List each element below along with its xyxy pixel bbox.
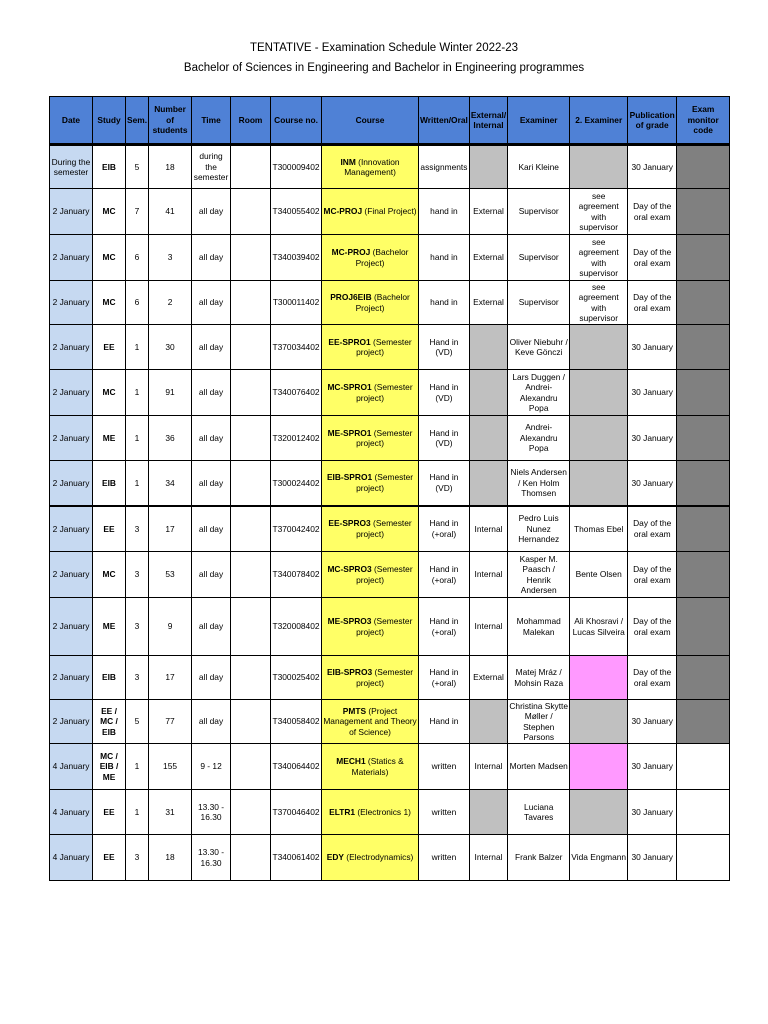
cell-study: ME (93, 416, 126, 461)
cell-time: all day (192, 552, 231, 598)
cell-examiner: Oliver Niebuhr / Keve Gönczi (508, 325, 570, 370)
cell-course-no: T340055402 (271, 189, 322, 235)
table-row (50, 235, 730, 281)
cell-course-no: T340058402 (271, 700, 322, 744)
cell-time: all day (192, 189, 231, 235)
cell-written-oral: Hand in (VD) (419, 461, 470, 506)
cell-date: 4 January (50, 790, 93, 835)
cell-sem: 1 (126, 790, 149, 835)
cell-sem: 3 (126, 552, 149, 598)
cell-time: all day (192, 416, 231, 461)
cell-course (322, 656, 419, 700)
cell-course-no: T300011402 (271, 281, 322, 325)
cell-second-examiner: see agreement with supervisor (570, 281, 628, 325)
cell-second-examiner (570, 325, 628, 370)
course-code: EIB-SPRO1 (326, 472, 373, 483)
document-title: TENTATIVE - Examination Schedule Winter 2022-23 (249, 42, 519, 54)
cell-students: 53 (149, 552, 192, 598)
cell-written-oral: hand in (419, 235, 470, 281)
cell-room (231, 835, 271, 881)
cell-second-examiner: Thomas Ebel (570, 506, 628, 552)
cell-students: 17 (149, 506, 192, 552)
cell-written-oral: Hand in (VD) (419, 325, 470, 370)
cell-course (322, 325, 419, 370)
cell-course (322, 506, 419, 552)
cell-date: 2 January (50, 598, 93, 656)
cell-external-internal: Internal (469, 598, 507, 656)
cell-course-no: T300024402 (271, 461, 322, 506)
table-row (50, 189, 730, 235)
cell-course (322, 744, 419, 790)
cell-examiner: Mohammad Malekan (508, 598, 570, 656)
cell-second-examiner (570, 370, 628, 416)
course-code: ME-SPRO3 (327, 616, 372, 626)
cell-students: 9 (149, 598, 192, 656)
cell-external-internal: Internal (469, 552, 507, 598)
document-subtitle: Bachelor of Sciences in Engineering and Bachelor in Engineering programmes (183, 62, 585, 74)
cell-students: 17 (149, 656, 192, 700)
cell-study: MC (93, 235, 126, 281)
header-second-examiner: 2. Examiner (570, 97, 628, 145)
table-row (50, 790, 730, 835)
cell-publication: Day of the oral exam (628, 598, 677, 656)
course-code: MC-SPRO1 (327, 382, 372, 392)
header-monitor: Exam monitor code (677, 97, 730, 145)
course-code: ELTR1 (329, 806, 356, 817)
cell-time: during the semester (192, 145, 231, 189)
cell-examiner: Morten Madsen (508, 744, 570, 790)
cell-publication: Day of the oral exam (628, 506, 677, 552)
cell-sem: 1 (126, 461, 149, 506)
cell-study: MC (93, 189, 126, 235)
cell-monitor (677, 370, 730, 416)
cell-second-examiner (570, 700, 628, 744)
cell-time: all day (192, 656, 231, 700)
cell-course-no: T300009402 (271, 145, 322, 189)
header-examiner: Examiner (508, 97, 570, 145)
cell-monitor (677, 835, 730, 881)
cell-written-oral: assignments (419, 145, 470, 189)
cell-sem: 1 (126, 325, 149, 370)
course-code: MECH1 (336, 756, 366, 766)
cell-external-internal: Internal (469, 506, 507, 552)
course-name: (Semester project) (356, 336, 412, 357)
cell-written-oral: written (419, 790, 470, 835)
cell-course-no: T370034402 (271, 325, 322, 370)
course-name: (Semester project) (356, 472, 414, 493)
cell-students: 91 (149, 370, 192, 416)
cell-time: all day (192, 235, 231, 281)
cell-students: 31 (149, 790, 192, 835)
course-code: EE-SPRO1 (328, 336, 371, 347)
course-name: (Final Project) (362, 206, 417, 217)
cell-second-examiner (570, 744, 628, 790)
document-header (0, 38, 768, 78)
cell-monitor (677, 325, 730, 370)
cell-sem: 5 (126, 145, 149, 189)
cell-second-examiner: see agreement with supervisor (570, 189, 628, 235)
cell-course-no: T370046402 (271, 790, 322, 835)
table-row (50, 656, 730, 700)
cell-publication: 30 January (628, 461, 677, 506)
header-publication: Publication of grade (628, 97, 677, 145)
cell-written-oral: hand in (419, 281, 470, 325)
header-date: Date (50, 97, 93, 145)
cell-second-examiner (570, 145, 628, 189)
cell-time: all day (192, 461, 231, 506)
cell-written-oral: Hand in (419, 700, 470, 744)
cell-external-internal (469, 370, 507, 416)
cell-study: MC (93, 281, 126, 325)
cell-time: all day (192, 325, 231, 370)
cell-second-examiner: see agreement with supervisor (570, 235, 628, 281)
table-row (50, 506, 730, 552)
cell-sem: 5 (126, 700, 149, 744)
cell-publication: 30 January (628, 145, 677, 189)
table-row (50, 370, 730, 416)
cell-sem: 6 (126, 281, 149, 325)
table-row (50, 325, 730, 370)
cell-written-oral: Hand in (+oral) (419, 506, 470, 552)
cell-monitor (677, 656, 730, 700)
cell-sem: 1 (126, 416, 149, 461)
cell-publication: Day of the oral exam (628, 281, 677, 325)
header-study: Study (93, 97, 126, 145)
cell-time: all day (192, 370, 231, 416)
course-name: (Semester project) (356, 382, 413, 403)
cell-examiner: Frank Balzer (508, 835, 570, 881)
cell-written-oral: hand in (419, 189, 470, 235)
exam-schedule-table (49, 96, 730, 881)
table-row (50, 552, 730, 598)
cell-external-internal (469, 461, 507, 506)
cell-date: 2 January (50, 506, 93, 552)
course-code: PROJ6EIB (330, 292, 372, 302)
cell-second-examiner (570, 790, 628, 835)
cell-room (231, 506, 271, 552)
cell-room (231, 744, 271, 790)
cell-publication: Day of the oral exam (628, 552, 677, 598)
cell-study: EIB (93, 461, 126, 506)
cell-publication: Day of the oral exam (628, 656, 677, 700)
cell-sem: 3 (126, 835, 149, 881)
cell-monitor (677, 552, 730, 598)
course-code: ME-SPRO1 (327, 427, 372, 438)
cell-students: 3 (149, 235, 192, 281)
cell-monitor (677, 506, 730, 552)
cell-monitor (677, 145, 730, 189)
cell-publication: 30 January (628, 370, 677, 416)
cell-monitor (677, 281, 730, 325)
header-written-oral: Written/Oral (419, 97, 470, 145)
course-name: (Bachelor Project) (355, 292, 410, 313)
cell-time: all day (192, 281, 231, 325)
cell-publication: 30 January (628, 700, 677, 744)
cell-room (231, 700, 271, 744)
course-code: EE-SPRO3 (328, 518, 371, 529)
cell-students: 155 (149, 744, 192, 790)
cell-written-oral: Hand in (VD) (419, 370, 470, 416)
course-name: (Bachelor Project) (355, 247, 409, 268)
cell-second-examiner: Bente Olsen (570, 552, 628, 598)
cell-time: 9 - 12 (192, 744, 231, 790)
cell-external-internal (469, 325, 507, 370)
cell-room (231, 416, 271, 461)
cell-course (322, 598, 419, 656)
course-code: INM (340, 156, 356, 167)
cell-external-internal: External (469, 189, 507, 235)
cell-sem: 1 (126, 744, 149, 790)
course-name: (Semester project) (356, 667, 414, 688)
cell-date: 4 January (50, 744, 93, 790)
cell-date: 2 January (50, 189, 93, 235)
cell-room (231, 370, 271, 416)
cell-sem: 7 (126, 189, 149, 235)
cell-study: EIB (93, 656, 126, 700)
cell-date: 4 January (50, 835, 93, 881)
cell-study: EE (93, 835, 126, 881)
cell-room (231, 598, 271, 656)
cell-study: MC (93, 552, 126, 598)
cell-study: EE (93, 506, 126, 552)
cell-second-examiner (570, 656, 628, 700)
cell-course-no: T300025402 (271, 656, 322, 700)
cell-written-oral: written (419, 744, 470, 790)
cell-written-oral: written (419, 835, 470, 881)
table-row (50, 281, 730, 325)
cell-course (322, 790, 419, 835)
table-row (50, 598, 730, 656)
cell-course (322, 235, 419, 281)
cell-course-no: T320008402 (271, 598, 322, 656)
cell-monitor (677, 235, 730, 281)
cell-second-examiner (570, 416, 628, 461)
cell-external-internal: External (469, 235, 507, 281)
cell-time: all day (192, 506, 231, 552)
cell-date: 2 January (50, 552, 93, 598)
cell-examiner: Christina Skytte Møller / Stephen Parsons (509, 700, 569, 742)
cell-examiner: Supervisor (508, 281, 570, 325)
cell-monitor (677, 189, 730, 235)
cell-publication: Day of the oral exam (628, 235, 677, 281)
cell-study: EE (93, 325, 126, 370)
table-row (50, 744, 730, 790)
cell-external-internal: External (469, 656, 507, 700)
cell-room (231, 552, 271, 598)
cell-publication: 30 January (628, 835, 677, 881)
cell-written-oral: Hand in (VD) (419, 416, 470, 461)
cell-sem: 3 (126, 506, 149, 552)
cell-time: 13.30 - 16.30 (192, 790, 231, 835)
cell-students: 34 (149, 461, 192, 506)
cell-room (231, 656, 271, 700)
cell-external-internal (469, 790, 507, 835)
cell-publication: 30 January (628, 790, 677, 835)
cell-examiner: Kasper M. Paasch / Henrik Andersen (508, 552, 570, 598)
course-name: (Innovation Management) (344, 156, 400, 177)
cell-date: 2 January (50, 370, 93, 416)
cell-time: 13.30 - 16.30 (192, 835, 231, 881)
cell-course (322, 552, 419, 598)
cell-monitor (677, 461, 730, 506)
course-code: MC-SPRO3 (327, 564, 372, 574)
cell-monitor (677, 744, 730, 790)
cell-date: 2 January (50, 461, 93, 506)
course-code: MC-PROJ (323, 206, 363, 217)
cell-course (322, 370, 419, 416)
cell-second-examiner: Vida Engmann (570, 835, 628, 881)
cell-course-no: T340061402 (271, 835, 322, 881)
cell-students: 77 (149, 700, 192, 744)
cell-sem: 3 (126, 598, 149, 656)
cell-room (231, 790, 271, 835)
cell-course (322, 281, 419, 325)
cell-room (231, 461, 271, 506)
table-row (50, 835, 730, 881)
cell-external-internal (469, 145, 507, 189)
course-name: (Semester project) (356, 564, 413, 585)
cell-external-internal: External (469, 281, 507, 325)
cell-publication: 30 January (628, 744, 677, 790)
cell-students: 18 (149, 835, 192, 881)
course-name: (Semester project) (356, 427, 413, 448)
cell-date: 2 January (50, 700, 93, 744)
cell-publication: Day of the oral exam (628, 189, 677, 235)
header-room: Room (231, 97, 271, 145)
cell-examiner: Supervisor (508, 235, 570, 281)
cell-examiner: Niels Andersen / Ken Holm Thomsen (508, 461, 570, 506)
cell-course (322, 145, 419, 189)
cell-room (231, 189, 271, 235)
course-code: EIB-SPRO3 (326, 667, 373, 677)
course-name: (Semester project) (356, 518, 412, 539)
cell-sem: 3 (126, 656, 149, 700)
cell-examiner: Pedro Luis Nunez Hernandez (508, 506, 570, 552)
cell-course-no: T320012402 (271, 416, 322, 461)
table-row (50, 416, 730, 461)
cell-room (231, 281, 271, 325)
course-code: EDY (326, 852, 344, 863)
cell-date: 2 January (50, 656, 93, 700)
cell-study: ME (93, 598, 126, 656)
cell-external-internal: Internal (469, 835, 507, 881)
cell-second-examiner: Ali Khosravi / Lucas Silveira (570, 598, 628, 656)
header-students: Number of students (149, 97, 192, 145)
cell-room (231, 235, 271, 281)
cell-students: 30 (149, 325, 192, 370)
cell-examiner: Andrei-Alexandru Popa (508, 416, 570, 461)
cell-publication: 30 January (628, 325, 677, 370)
cell-students: 36 (149, 416, 192, 461)
cell-examiner: Kari Kleine (508, 145, 570, 189)
cell-examiner: Lars Duggen / Andrei-Alexandru Popa (508, 370, 570, 416)
table-row (50, 461, 730, 506)
table-row (50, 700, 730, 744)
cell-written-oral: Hand in (+oral) (419, 598, 470, 656)
cell-sem: 1 (126, 370, 149, 416)
cell-examiner: Matej Mráz / Mohsin Raza (508, 656, 570, 700)
cell-written-oral: Hand in (+oral) (419, 552, 470, 598)
header-course: Course (322, 97, 419, 145)
course-name: (Electronics 1) (355, 806, 411, 817)
cell-date: During the semester (50, 145, 93, 189)
cell-date: 2 January (50, 281, 93, 325)
cell-time: all day (192, 598, 231, 656)
course-name: (Project Management and Theory of Science) (323, 705, 417, 737)
header-time: Time (192, 97, 231, 145)
cell-monitor (677, 790, 730, 835)
cell-study: EIB (93, 145, 126, 189)
cell-course-no: T340078402 (271, 552, 322, 598)
cell-second-examiner (570, 461, 628, 506)
cell-time: all day (192, 700, 231, 744)
cell-room (231, 325, 271, 370)
cell-course-no: T370042402 (271, 506, 322, 552)
cell-sem: 6 (126, 235, 149, 281)
cell-date: 2 January (50, 235, 93, 281)
header-sem: Sem. (126, 97, 149, 145)
cell-study: MC (93, 370, 126, 416)
cell-examiner: Supervisor (508, 189, 570, 235)
cell-course-no: T340064402 (271, 744, 322, 790)
cell-course (322, 700, 419, 744)
cell-study: EE / MC / EIB (93, 700, 126, 744)
cell-students: 18 (149, 145, 192, 189)
cell-external-internal (469, 416, 507, 461)
cell-students: 41 (149, 189, 192, 235)
course-code: MC-PROJ (331, 247, 371, 257)
cell-course (322, 416, 419, 461)
cell-course-no: T340076402 (271, 370, 322, 416)
cell-students: 2 (149, 281, 192, 325)
cell-course (322, 835, 419, 881)
cell-monitor (677, 416, 730, 461)
cell-monitor (677, 598, 730, 656)
cell-publication: 30 January (628, 416, 677, 461)
course-name: (Electrodynamics) (343, 852, 414, 863)
cell-external-internal (469, 700, 507, 744)
cell-written-oral: Hand in (+oral) (419, 656, 470, 700)
course-name: (Statics & Materials) (351, 756, 404, 777)
course-code: PMTS (342, 705, 367, 716)
cell-course-no: T340039402 (271, 235, 322, 281)
header-row (50, 97, 730, 145)
cell-date: 2 January (50, 416, 93, 461)
cell-monitor (677, 700, 730, 744)
course-name: (Semester project) (356, 616, 413, 637)
cell-date: 2 January (50, 325, 93, 370)
cell-course (322, 461, 419, 506)
cell-course (322, 189, 419, 235)
header-external-internal: External/ Internal (469, 97, 507, 145)
cell-external-internal: Internal (469, 744, 507, 790)
cell-study: MC / EIB / ME (93, 744, 126, 790)
cell-room (231, 145, 271, 189)
table-row (50, 145, 730, 189)
cell-examiner: Luciana Tavares (508, 790, 570, 835)
cell-study: EE (93, 790, 126, 835)
header-course-no: Course no. (271, 97, 322, 145)
